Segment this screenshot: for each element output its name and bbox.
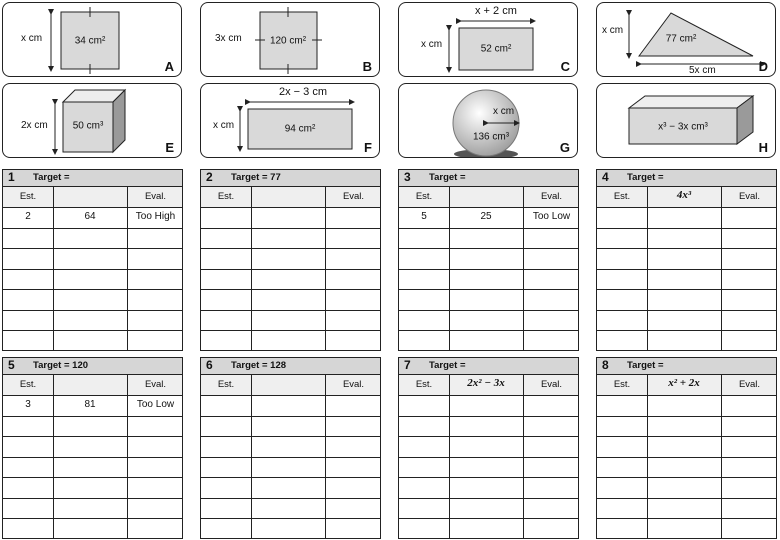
row-divider [597,248,776,249]
evaluation-cell: Too Low [532,211,571,222]
row-divider [597,457,776,458]
row-divider [201,436,380,437]
estimation-table-3 [398,169,579,351]
row-divider [3,436,182,437]
row-divider [399,498,578,499]
estimate-cell: 2 [25,211,31,222]
card-letter: B [362,59,372,74]
estimation-table-4 [596,169,777,351]
row-divider [201,310,380,311]
question-number: 2 [206,170,213,184]
side-label: x cm [213,120,235,131]
column-headers [597,187,776,208]
question-number: 1 [8,170,15,184]
col-est: Est. [19,191,37,202]
target-label: Target = [627,360,664,371]
area-label: 94 cm² [284,123,316,135]
card-letter: G [559,140,570,155]
row-divider [597,228,776,229]
card-d [596,2,776,77]
value-cell: 64 [84,211,96,222]
table-header [399,358,578,375]
card-b [200,2,380,77]
col-est: Est. [19,379,37,390]
row-divider [597,310,776,311]
col-est: Est. [217,379,235,390]
question-number: 4 [602,170,609,184]
table-header [3,170,182,187]
column-headers [3,187,182,208]
estimation-table-5 [2,357,183,539]
target-label: Target = [429,172,466,183]
col-eval: Eval. [738,191,761,202]
column-headers [597,375,776,396]
row-divider [399,330,578,331]
row-divider [201,477,380,478]
side-label: 2x cm [21,120,48,131]
row-divider [399,518,578,519]
question-number: 8 [602,358,609,372]
side-label: x cm [21,33,43,44]
table-header [201,170,380,187]
top-label: x + 2 cm [475,5,517,17]
target-label: Target = [429,360,466,371]
row-divider [201,289,380,290]
value-cell: 25 [480,211,492,222]
top-label: 2x − 3 cm [279,86,327,98]
row-divider [399,248,578,249]
target-label: Target = [33,172,70,183]
table-header [201,358,380,375]
card-letter: C [560,59,570,74]
question-number: 5 [8,358,15,372]
card-f [200,83,380,158]
col-eval: Eval. [738,379,761,390]
base-label: 5x cm [689,65,716,76]
col-est: Est. [217,191,235,202]
question-number: 7 [404,358,411,372]
card-letter: F [364,140,372,155]
area-label: 120 cm² [269,35,307,47]
row-divider [201,498,380,499]
row-divider [3,477,182,478]
row-divider [201,457,380,458]
row-divider [201,228,380,229]
volume-label: x³ − 3x cm³ [658,121,708,133]
row-divider [3,498,182,499]
estimate-cell: 3 [25,399,31,410]
area-label: 77 cm² [665,33,697,45]
column-headers [399,187,578,208]
estimation-table-7 [398,357,579,539]
evaluation-cell: Too Low [136,399,175,410]
sphere-shape [399,84,578,158]
row-divider [399,477,578,478]
col-eval: Eval. [144,191,167,202]
card-letter: E [165,140,174,155]
target-label: Target = 128 [231,360,287,371]
side-label: 3x cm [215,33,242,44]
row-divider [597,518,776,519]
card-g [398,83,578,158]
table-header [399,170,578,187]
row-divider [3,310,182,311]
row-divider [3,518,182,519]
row-divider [597,498,776,499]
question-number: 3 [404,170,411,184]
target-label: Target = [627,172,664,183]
column-headers [3,375,182,396]
col-eval: Eval. [342,379,365,390]
question-number: 6 [206,358,213,372]
col-est: Est. [415,191,433,202]
row-divider [3,269,182,270]
volume-label: 136 cm³ [472,131,510,143]
volume-label: 50 cm³ [72,120,104,132]
row-divider [201,416,380,417]
estimation-table-2 [200,169,381,351]
area-label: 52 cm² [480,43,512,55]
row-divider [399,269,578,270]
row-divider [597,477,776,478]
card-letter: D [758,59,768,74]
column-headers [399,375,578,396]
row-divider [597,416,776,417]
value-cell: 81 [84,399,96,410]
row-divider [597,330,776,331]
area-label: 34 cm² [74,35,106,47]
row-divider [399,457,578,458]
col-expression: x² + 2x [668,377,700,389]
card-letter: A [164,59,174,74]
col-eval: Eval. [342,191,365,202]
col-est: Est. [613,191,631,202]
row-divider [3,248,182,249]
row-divider [597,289,776,290]
card-e [2,83,182,158]
estimation-table-6 [200,357,381,539]
col-expression: 4x³ [676,189,692,201]
row-divider [201,248,380,249]
col-expression: 2x² − 3x [467,377,505,389]
col-eval: Eval. [540,379,563,390]
col-est: Est. [613,379,631,390]
row-divider [399,310,578,311]
card-a [2,2,182,77]
table-header [597,170,776,187]
row-divider [201,518,380,519]
evaluation-cell: Too High [135,211,176,222]
side-label: x cm [421,39,443,50]
table-header [3,358,182,375]
table-header [597,358,776,375]
side-label: x cm [602,25,624,36]
estimation-table-8 [596,357,777,539]
row-divider [399,436,578,437]
row-divider [597,269,776,270]
row-divider [3,228,182,229]
row-divider [399,289,578,290]
row-divider [3,457,182,458]
row-divider [3,289,182,290]
target-label: Target = 120 [33,360,89,371]
estimation-table-1 [2,169,183,351]
card-h [596,83,776,158]
estimate-cell: 5 [421,211,427,222]
row-divider [399,228,578,229]
radius-label: x cm [493,106,515,117]
row-divider [201,330,380,331]
row-divider [597,436,776,437]
col-eval: Eval. [540,191,563,202]
col-eval: Eval. [144,379,167,390]
row-divider [201,269,380,270]
row-divider [399,416,578,417]
col-est: Est. [415,379,433,390]
card-letter: H [758,140,768,155]
column-headers [201,187,380,208]
row-divider [3,330,182,331]
column-headers [201,375,380,396]
target-label: Target = 77 [231,172,281,183]
row-divider [3,416,182,417]
card-c [398,2,578,77]
